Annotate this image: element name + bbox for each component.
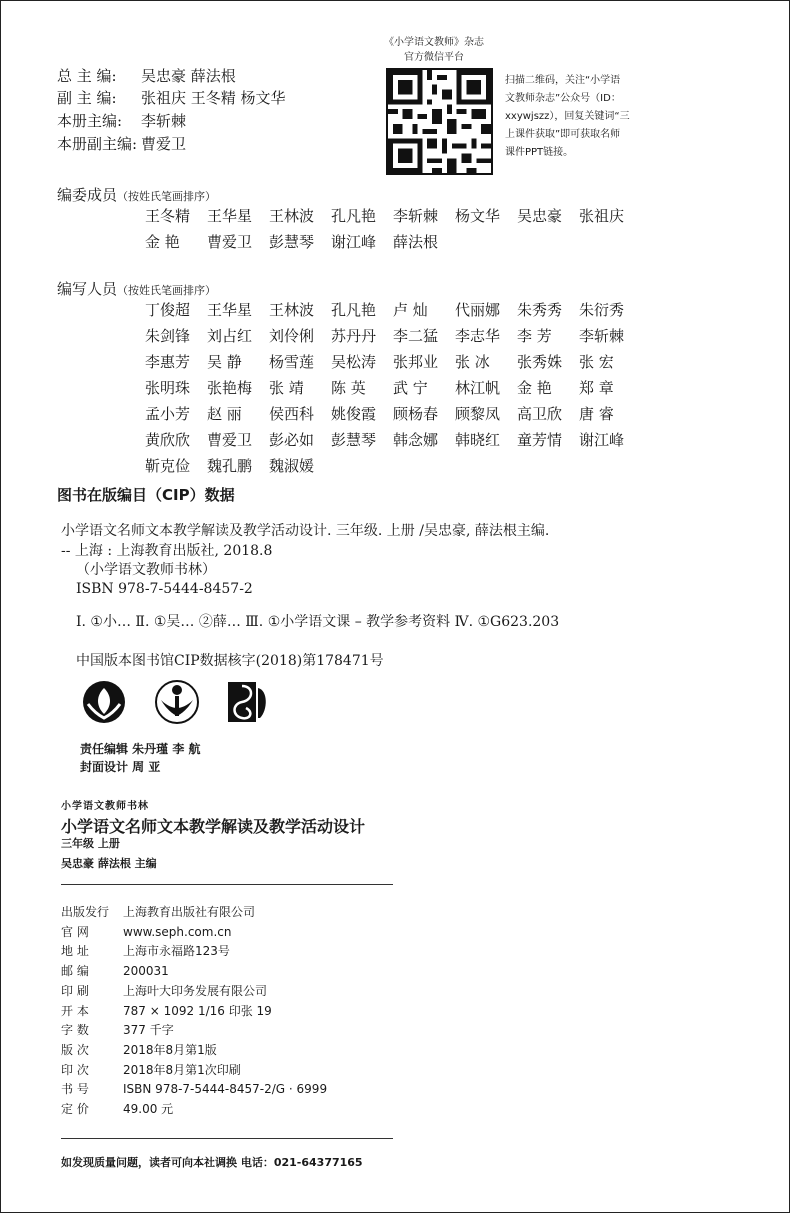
committee-title: 编委成员 [57, 186, 118, 204]
person-name: 李惠芳 [145, 353, 191, 371]
cip-line: （小学语文教师书林） [76, 562, 216, 578]
publication-value: 2018年8月第1版 [123, 1042, 217, 1057]
person-name: 侯西科 [269, 405, 315, 423]
publication-key: 书 号 [61, 1082, 89, 1097]
publication-key: 邮 编 [61, 964, 89, 979]
person-name: 张明珠 [145, 379, 191, 397]
person-name: 王林波 [269, 207, 315, 225]
publication-row [61, 902, 255, 922]
cip-line: ISBN 978-7-5444-8457-2 [76, 581, 253, 597]
person-name: 王华星 [207, 301, 253, 319]
committee-heading [57, 184, 216, 205]
publication-value: 200031 [123, 964, 169, 979]
person-name: 赵 丽 [207, 405, 242, 423]
person-name: 卢 灿 [393, 301, 428, 319]
person-name: 曹爱卫 [207, 431, 253, 449]
publication-key: 官 网 [61, 924, 89, 939]
person-name: 张祖庆 [579, 207, 625, 225]
publication-row [61, 922, 231, 942]
committee-note: （按姓氏笔画排序） [117, 190, 217, 203]
person-name: 曹爱卫 [207, 233, 253, 251]
person-name: 黄欣欣 [145, 431, 191, 449]
person-name: 林江帆 [455, 379, 501, 397]
publication-key: 印 次 [61, 1062, 89, 1077]
person-name: 韩念娜 [393, 431, 439, 449]
divider [61, 884, 393, 885]
person-name: 李斩棘 [579, 327, 625, 345]
quality-notice: 如发现质量问题，读者可向本社调换 电话：021-64377165 [61, 1156, 363, 1169]
editor-label: 副 主 编: [57, 89, 117, 107]
book-authors: 吴忠豪 薛法根 主编 [61, 857, 157, 870]
publication-value: 377 千字 [123, 1023, 174, 1038]
writers-heading [57, 278, 216, 299]
person-name: 彭慧琴 [331, 431, 377, 449]
person-name: 郑 章 [579, 379, 614, 397]
person-name: 陈 英 [331, 379, 366, 397]
publication-row [61, 1040, 217, 1060]
editor-label: 总 主 编: [57, 67, 117, 85]
committee-name-list [145, 203, 641, 255]
person-name: 刘占红 [207, 327, 253, 345]
person-name: 唐 睿 [579, 405, 614, 423]
publication-row [61, 981, 267, 1001]
publication-row [61, 961, 169, 981]
person-name: 靳克俭 [145, 457, 191, 475]
person-name: 孟小芳 [145, 405, 191, 423]
person-name: 吴松涛 [331, 353, 377, 371]
publication-value: 上海叶大印务发展有限公司 [123, 983, 268, 998]
person-name: 顾黎凤 [455, 405, 501, 423]
person-name: 吴 静 [207, 353, 242, 371]
publication-key: 开 本 [61, 1003, 89, 1018]
person-name: 刘伶俐 [269, 327, 315, 345]
editor-row-volume-deputy [57, 134, 186, 154]
person-name: 薛法根 [393, 233, 439, 251]
cover-designer: 封面设计 周 亚 [80, 760, 161, 774]
editor-value: 曹爱卫 [141, 135, 187, 153]
person-name: 魏孔鹏 [207, 457, 253, 475]
qr-code-icon[interactable] [386, 68, 493, 175]
person-name: 金 艳 [517, 379, 552, 397]
publication-key: 出版发行 [61, 905, 110, 919]
publication-value: 上海教育出版社有限公司 [123, 905, 256, 919]
person-name: 姚俊霞 [331, 405, 377, 423]
wechat-title: 《小学语文教师》杂志 [384, 37, 484, 48]
publication-key: 定 价 [61, 1102, 89, 1116]
person-name: 张 宏 [579, 353, 614, 371]
publication-value: 787 × 1092 1/16 印张 19 [123, 1003, 272, 1018]
person-name: 王林波 [269, 301, 315, 319]
publication-value: ISBN 978-7-5444-8457-2/G · 6999 [123, 1082, 328, 1097]
person-name: 张 冰 [455, 353, 490, 371]
publication-row [61, 1060, 241, 1080]
cip-line: -- 上海 : 上海教育出版社, 2018.8 [61, 543, 273, 559]
person-name: 彭必如 [269, 431, 315, 449]
person-name: 李 芳 [517, 327, 552, 345]
editor-label: 本册副主编: [57, 135, 138, 153]
person-name: 谢江峰 [331, 233, 377, 251]
editor-value: 李斩棘 [141, 112, 187, 130]
publisher-logo-icon [82, 680, 126, 724]
person-name: 杨文华 [455, 207, 501, 225]
person-name: 张秀姝 [517, 353, 563, 371]
person-name: 朱衍秀 [579, 301, 625, 319]
education-logo-icon [155, 680, 199, 724]
person-name: 魏淑媛 [269, 457, 315, 475]
person-name: 杨雪莲 [269, 353, 315, 371]
book-grade: 三年级 上册 [61, 837, 120, 850]
person-name: 韩晓红 [455, 431, 501, 449]
publication-key: 版 次 [61, 1042, 89, 1057]
publication-value: 上海市永福路123号 [123, 944, 230, 959]
editor-row-volume-chief [57, 111, 186, 131]
person-name: 金 艳 [145, 233, 180, 251]
editor-value: 吴忠豪 薛法根 [141, 67, 236, 85]
music-logo-icon [228, 680, 272, 724]
writers-name-list [145, 297, 641, 479]
person-name: 张邦业 [393, 353, 439, 371]
publication-row [61, 1001, 272, 1021]
person-name: 彭慧琴 [269, 233, 315, 251]
cip-line: 中国版本图书馆CIP数据核字(2018)第178471号 [76, 653, 384, 669]
person-name: 孔凡艳 [331, 301, 377, 319]
person-name: 武 宁 [393, 379, 428, 397]
publication-value: 49.00 元 [123, 1102, 174, 1116]
person-name: 丁俊超 [145, 301, 191, 319]
publication-key: 印 刷 [61, 983, 89, 998]
person-name: 李斩棘 [393, 207, 439, 225]
person-name: 吴忠豪 [517, 207, 563, 225]
cip-line: Ⅰ. ①小… Ⅱ. ①吴… ②薛… Ⅲ. ①小学语文课 – 教学参考资料 Ⅳ. ①G623.203 [76, 614, 560, 630]
cip-line: 小学语文名师文本教学解读及教学活动设计. 三年级. 上册 /吴忠豪, 薛法根主编. [61, 523, 550, 539]
person-name: 张艳梅 [207, 379, 253, 397]
cip-title: 图书在版编目（CIP）数据 [57, 486, 235, 504]
person-name: 谢江峰 [579, 431, 625, 449]
person-name: 王华星 [207, 207, 253, 225]
publication-value: www.seph.com.cn [123, 924, 232, 939]
wechat-description: 扫描二维码，关注“小学语文教师杂志”公众号（ID：xxywjszz），回复关键词“三上课件获取”即可获取名师课件PPT链接。 [505, 75, 630, 158]
person-name: 王冬精 [145, 207, 191, 225]
series-name: 小学语文教师书林 [61, 801, 149, 812]
person-name: 代丽娜 [455, 301, 501, 319]
editor-label: 本册主编: [57, 112, 123, 130]
person-name: 高卫欣 [517, 405, 563, 423]
person-name: 苏丹丹 [331, 327, 377, 345]
person-name: 孔凡艳 [331, 207, 377, 225]
publication-key: 字 数 [61, 1023, 89, 1038]
publication-row [61, 1099, 173, 1119]
person-name: 顾杨春 [393, 405, 439, 423]
book-title: 小学语文名师文本教学解读及教学活动设计 [61, 817, 366, 836]
publication-value: 2018年8月第1次印刷 [123, 1062, 241, 1077]
person-name: 朱剑锋 [145, 327, 191, 345]
person-name: 李二猛 [393, 327, 439, 345]
editor-value: 张祖庆 王冬精 杨文华 [141, 89, 286, 107]
person-name: 张 靖 [269, 379, 304, 397]
publication-row [61, 1079, 327, 1099]
wechat-subtitle: 官方微信平台 [404, 52, 464, 63]
publication-key: 地 址 [61, 944, 89, 959]
editor-row-chief [57, 66, 236, 86]
writers-title: 编写人员 [57, 280, 118, 298]
person-name: 李志华 [455, 327, 501, 345]
publication-row [61, 1020, 174, 1040]
divider [61, 1138, 393, 1139]
editor-row-deputy [57, 88, 286, 108]
writers-note: （按姓氏笔画排序） [117, 284, 217, 297]
person-name: 童芳情 [517, 431, 563, 449]
responsible-editor: 责任编辑 朱丹瑾 李 航 [80, 742, 201, 756]
publication-row [61, 941, 230, 961]
person-name: 朱秀秀 [517, 301, 563, 319]
